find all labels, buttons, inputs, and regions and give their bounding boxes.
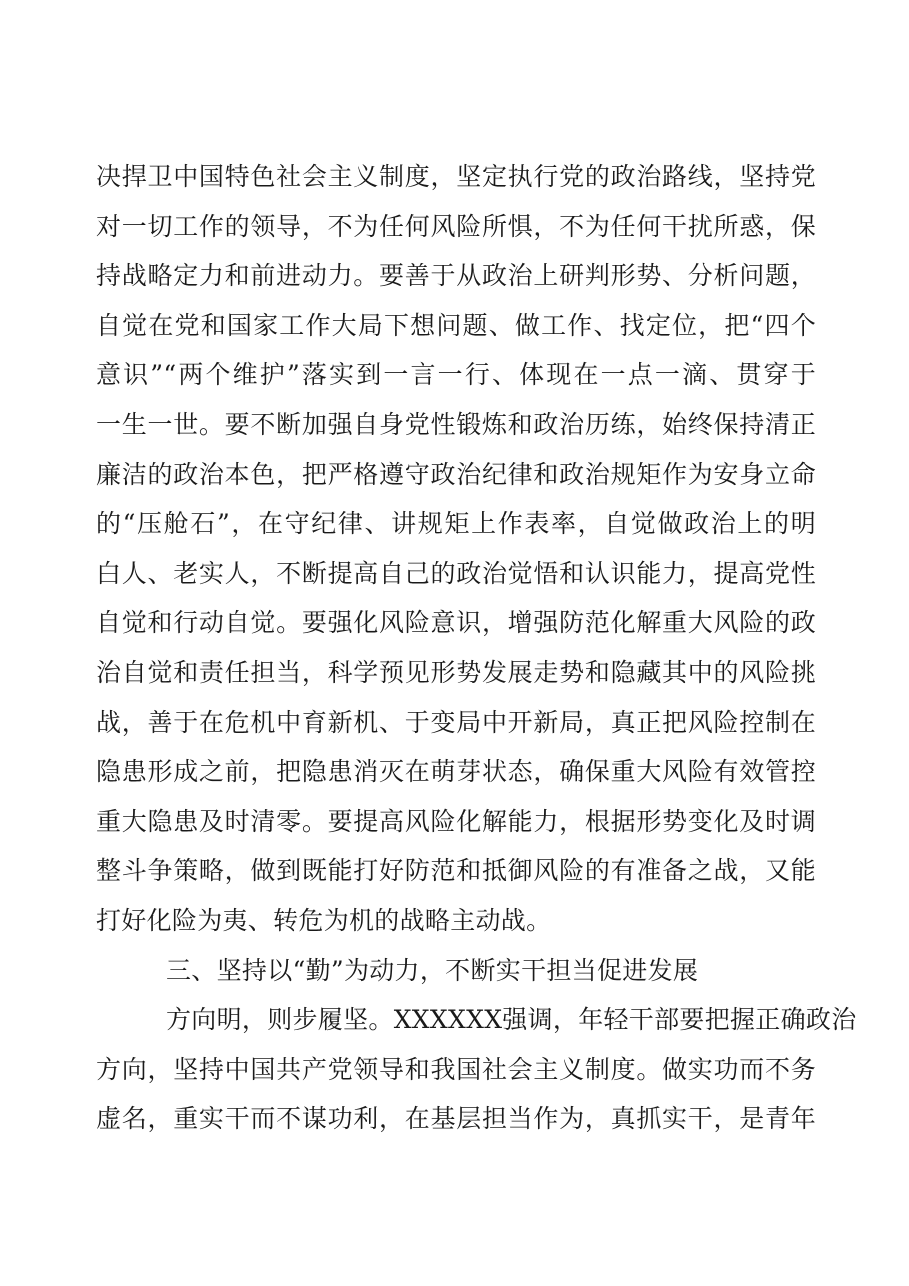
text-line: 治自觉和责任担当，科学预见形势发展走势和隐藏其中的风险挑 bbox=[96, 657, 816, 687]
paragraph-1 bbox=[96, 152, 816, 946]
text-line: 意识”“两个维护”落实到一言一行、体现在一点一滴、贯穿于 bbox=[96, 360, 816, 390]
text-line: 方向，坚持中国共产党领导和我国社会主义制度。做实功而不务 bbox=[96, 1054, 816, 1084]
text-line: 方向明，则步履坚。XXXXXX强调，年轻干部要把握正确政治 bbox=[166, 1005, 857, 1035]
text-line: 廉洁的政治本色，把严格遵守政治纪律和政治规矩作为安身立命 bbox=[96, 459, 816, 489]
text-line: 自觉和行动自觉。要强化风险意识，增强防范化解重大风险的政 bbox=[96, 608, 816, 638]
text-line: 虚名，重实干而不谋功利，在基层担当作为，真抓实干，是青年 bbox=[96, 1104, 816, 1134]
text-line: 持战略定力和前进动力。要善于从政治上研判形势、分析问题， bbox=[96, 261, 816, 291]
text-line: 白人、老实人，不断提高自己的政治觉悟和认识能力，提高党性 bbox=[96, 558, 816, 588]
paragraph-2 bbox=[96, 995, 857, 1144]
text-line: 战，善于在危机中育新机、于变局中开新局，真正把风险控制在 bbox=[96, 707, 816, 737]
text-line: 隐患形成之前，把隐患消灭在萌芽状态，确保重大风险有效管控 bbox=[96, 757, 816, 787]
text-line: 自觉在党和国家工作大局下想问题、做工作、找定位，把“四个 bbox=[96, 310, 816, 340]
text-line: 打好化险为夷、转危为机的战略主动战。 bbox=[96, 905, 552, 935]
text-line: 一生一世。要不断加强自身党性锻炼和政治历练，始终保持清正 bbox=[96, 409, 816, 439]
text-line: 整斗争策略，做到既能打好防范和抵御风险的有准备之战，又能 bbox=[96, 856, 816, 886]
section-heading: 三、坚持以“勤”为动力，不断实干担当促进发展 bbox=[166, 955, 699, 985]
text-line: 的“压舱石”，在守纪律、讲规矩上作表率，自觉做政治上的明 bbox=[96, 509, 816, 539]
text-line: 决捍卫中国特色社会主义制度，坚定执行党的政治路线，坚持党 bbox=[96, 162, 816, 191]
text-line: 重大隐患及时清零。要提高风险化解能力，根据形势变化及时调 bbox=[96, 806, 816, 836]
text-line: 对一切工作的领导，不为任何风险所惧，不为任何干扰所惑，保 bbox=[96, 211, 816, 241]
document-body bbox=[96, 152, 857, 1144]
